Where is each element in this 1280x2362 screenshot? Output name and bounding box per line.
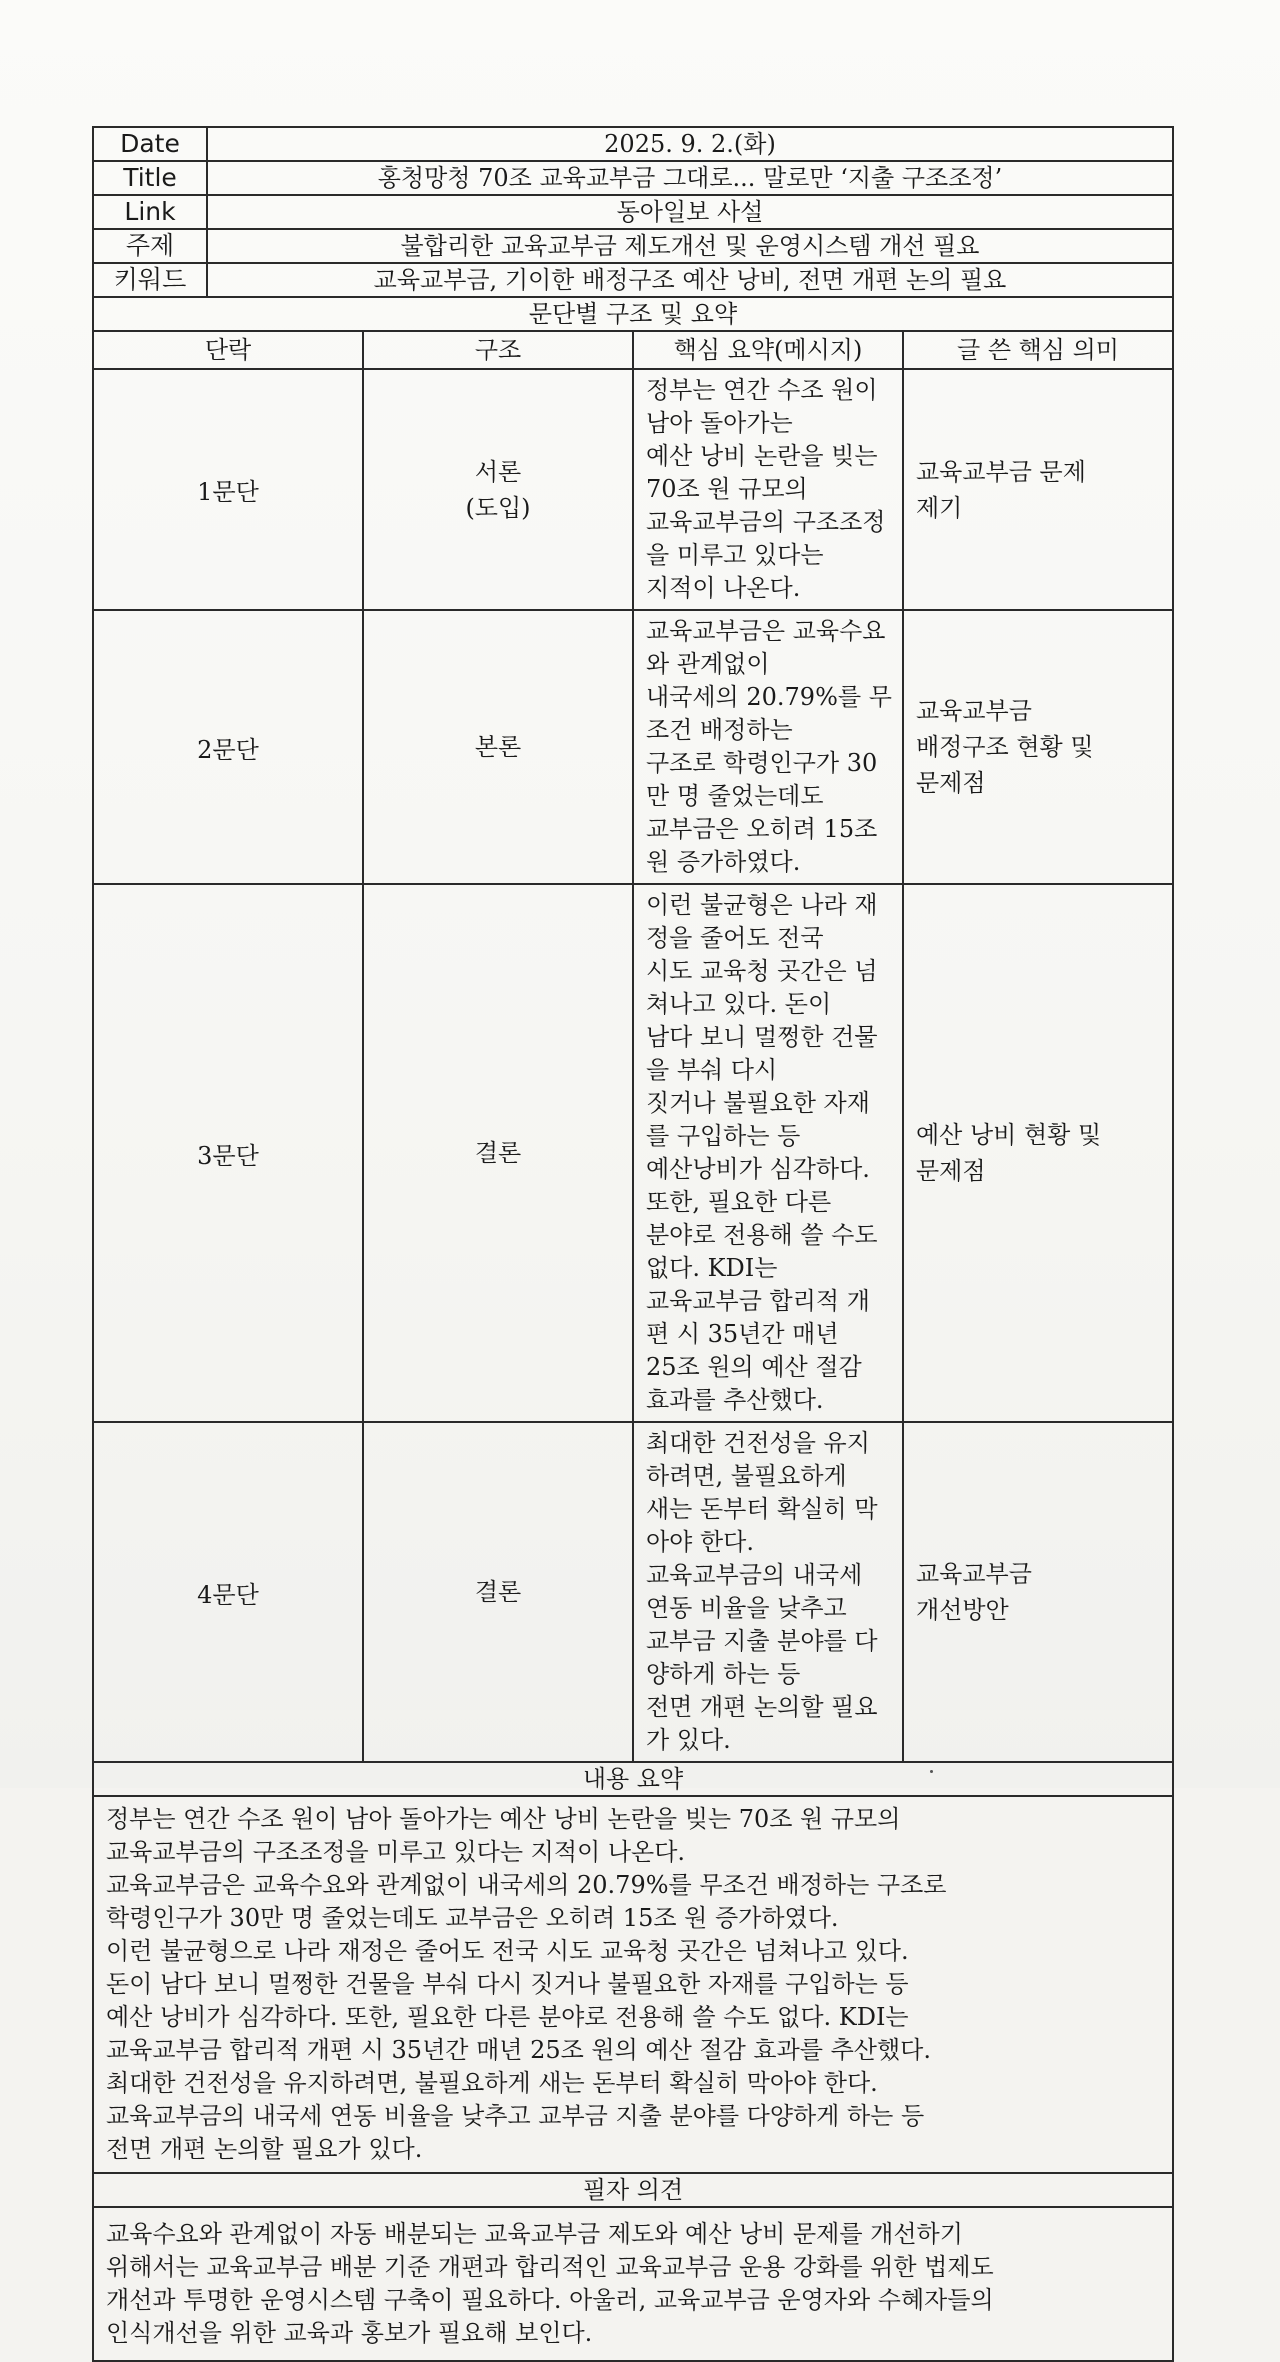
paragraph-structure: 서론 (도입) bbox=[363, 369, 633, 610]
paragraph-structure: 결론 bbox=[363, 884, 633, 1422]
topic-row bbox=[93, 229, 1173, 263]
opinion-table bbox=[92, 2172, 1174, 2362]
topic-value: 불합리한 교육교부금 제도개선 및 운영시스템 개선 필요 bbox=[207, 229, 1173, 263]
column-header-meaning: 글 쓴 핵심 의미 bbox=[903, 331, 1173, 369]
link-label: Link bbox=[93, 195, 207, 229]
title-label: Title bbox=[93, 161, 207, 195]
link-value: 동아일보 사설 bbox=[207, 195, 1173, 229]
paragraph-number: 4문단 bbox=[93, 1422, 363, 1762]
table-row bbox=[93, 610, 1173, 884]
date-value: 2025. 9. 2.(화) bbox=[207, 127, 1173, 161]
topic-label: 주제 bbox=[93, 229, 207, 263]
paragraph-summary: 교육교부금은 교육수요와 관계없이 내국세의 20.79%를 무조건 배정하는 구조로 학령인구가 30만 명 줄었는데도 교부금은 오히려 15조 원 증가하였다. bbox=[633, 610, 903, 884]
keyword-row bbox=[93, 263, 1173, 297]
paragraph-summary: 정부는 연간 수조 원이 남아 돌아가는 예산 낭비 논란을 빚는 70조 원 규모의 교육교부금의 구조조정을 미루고 있다는 지적이 나온다. bbox=[633, 369, 903, 610]
link-row bbox=[93, 195, 1173, 229]
paragraph-number: 2문단 bbox=[93, 610, 363, 884]
paragraph-summary: 이런 불균형은 나라 재정을 줄어도 전국 시도 교육청 곳간은 넘쳐나고 있다. 돈이 남다 보니 멀쩡한 건물을 부숴 다시 짓거나 불필요한 자재를 구입하는 등 예산낭비가 심각하다. 또한, 필요한 다른 분야로 전용해 쓸 수도 없다. KDI는 교육교부금 합리적 개편 시 35년간 매년 25조 원의 예산 절감 효과를 추산했다. bbox=[633, 884, 903, 1422]
table-row bbox=[93, 369, 1173, 610]
worksheet bbox=[92, 126, 1174, 2362]
opinion-title: 필자 의견 bbox=[93, 2173, 1173, 2207]
summary-table bbox=[92, 1761, 1174, 2174]
title-value: 홍청망청 70조 교육교부금 그대로... 말로만 ‘지출 구조조정’ bbox=[207, 161, 1173, 195]
date-label: Date bbox=[93, 127, 207, 161]
paragraph-structure: 본론 bbox=[363, 610, 633, 884]
date-row bbox=[93, 127, 1173, 161]
table-row bbox=[93, 884, 1173, 1422]
structure-table bbox=[92, 296, 1174, 1763]
opinion-text: 교육수요와 관계없이 자동 배분되는 교육교부금 제도와 예산 낭비 문제를 개선하기 위해서는 교육교부금 배분 기준 개편과 합리적인 교육교부금 운용 강화를 위한 법제도 개선과 투명한 운영시스템 구축이 필요하다. 아울러, 교육교부금 운영자와 수혜자들의 인식개선을 위한 교육과 홍보가 필요해 보인다. bbox=[93, 2207, 1173, 2361]
summary-title: 내용 요약 bbox=[93, 1762, 1173, 1796]
paragraph-meaning: 교육교부금 배정구조 현황 및 문제점 bbox=[903, 610, 1173, 884]
paragraph-meaning: 예산 낭비 현황 및 문제점 bbox=[903, 884, 1173, 1422]
structure-section-title: 문단별 구조 및 요약 bbox=[93, 297, 1173, 331]
summary-text: 정부는 연간 수조 원이 남아 돌아가는 예산 낭비 논란을 빚는 70조 원 규모의 교육교부금의 구조조정을 미루고 있다는 지적이 나온다. 교육교부금은 교육수요와 관계없이 내국세의 20.79%를 무조건 배정하는 구조로 학령인구가 30만 명 줄었는데도 교부금은 오히려 15조 원 증가하였다. 이런 불균형으로 나라 재정은 줄어도 전국 시도 교육청 곳간은 넘쳐나고 있다. 돈이 남다 보니 멀쩡한 건물을 부숴 다시 짓거나 불필요한 자재를 구입하는 등 예산 낭비가 심각하다. 또한, 필요한 다른 분야로 전용해 쓸 수도 없다. KDI는 교육교부금 합리적 개편 시 35년간 매년 25조 원의 예산 절감 효과를 추산했다. 최대한 건전성을 유지하려면, 불필요하게 새는 돈부터 확실히 막아야 한다. 교육교부금의 내국세 연동 비율을 낮추고 교부금 지출 분야를 다양하게 하는 등 전면 개편 논의할 필요가 있다. bbox=[93, 1796, 1173, 2173]
title-row bbox=[93, 161, 1173, 195]
paragraph-number: 3문단 bbox=[93, 884, 363, 1422]
table-row bbox=[93, 1422, 1173, 1762]
paragraph-meaning: 교육교부금 문제 제기 bbox=[903, 369, 1173, 610]
column-header-paragraph: 단락 bbox=[93, 331, 363, 369]
column-header-summary: 핵심 요약(메시지) bbox=[633, 331, 903, 369]
paper-speck bbox=[930, 1770, 933, 1773]
column-header-structure: 구조 bbox=[363, 331, 633, 369]
keyword-label: 키워드 bbox=[93, 263, 207, 297]
paragraph-meaning: 교육교부금 개선방안 bbox=[903, 1422, 1173, 1762]
structure-column-headers bbox=[93, 331, 1173, 369]
paragraph-summary: 최대한 건전성을 유지하려면, 불필요하게 새는 돈부터 확실히 막아야 한다. 교육교부금의 내국세 연동 비율을 낮추고 교부금 지출 분야를 다양하게 하는 등 전면 개편 논의할 필요가 있다. bbox=[633, 1422, 903, 1762]
header-table bbox=[92, 126, 1174, 298]
keyword-value: 교육교부금, 기이한 배정구조 예산 낭비, 전면 개편 논의 필요 bbox=[207, 263, 1173, 297]
paragraph-number: 1문단 bbox=[93, 369, 363, 610]
paragraph-structure: 결론 bbox=[363, 1422, 633, 1762]
